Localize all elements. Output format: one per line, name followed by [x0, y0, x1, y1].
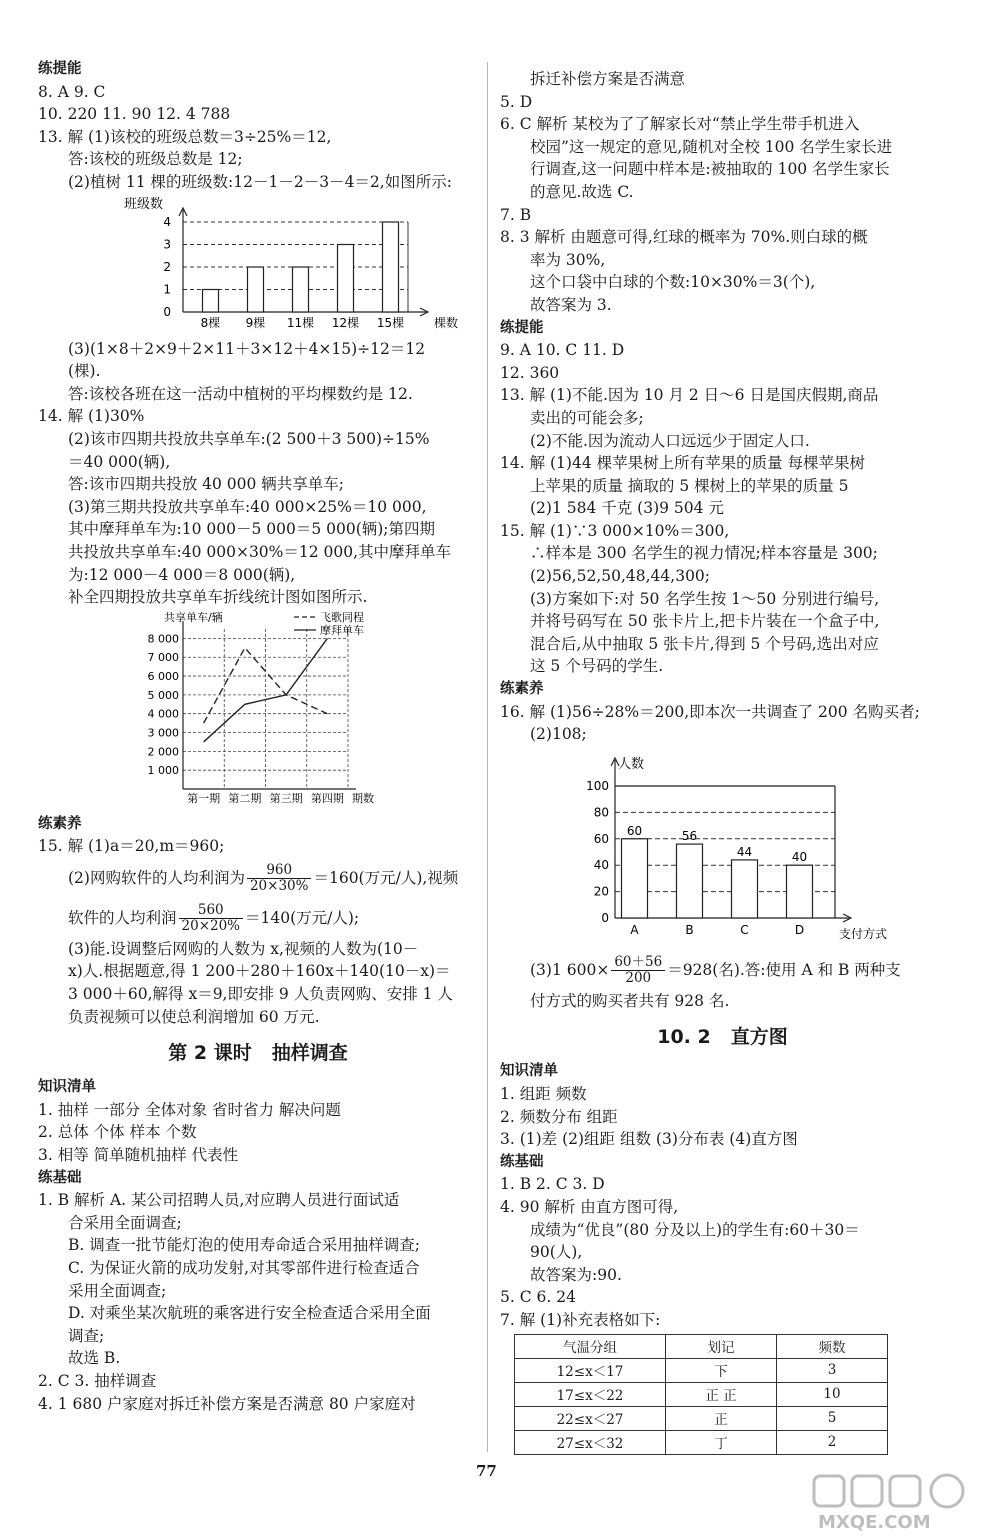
table-header-row [515, 1334, 888, 1358]
answer-line: 3. (1)差 (2)组距 组数 (3)分布表 (4)直方图 [500, 1130, 798, 1149]
answer-line: 12. 360 [500, 363, 560, 382]
answer-line: 4. 1 680 户家庭对拆迁补偿方案是否满意 80 户家庭对 [38, 1394, 416, 1413]
answer-line: ∴样本是 300 名学生的视力情况;样本容量是 300; [530, 544, 878, 563]
lesson-title [38, 1032, 478, 1074]
answer-line: 拆迁补偿方案是否满意 [530, 70, 686, 88]
answer-line: (2)56,52,50,48,44,300; [530, 567, 711, 586]
section-name: 直方图 [730, 1026, 788, 1049]
text: ＝160(万元/人),视频 [313, 868, 459, 887]
x-tick-label: B [685, 922, 694, 937]
answer-line: 8. 3 解析 由题意可得,红球的概率为 70%.则白球的概 [500, 228, 868, 247]
answer-line: 的意见.故选 C. [530, 182, 634, 201]
y-tick-label: 3 [163, 237, 171, 252]
answer-line: 1. 组距 频数 [500, 1085, 587, 1103]
class-count-bar-chart [38, 194, 478, 334]
legend-label: 飞歌同程 [320, 610, 364, 624]
bar [248, 267, 264, 312]
y-tick-label: 40 [593, 858, 609, 873]
y-tick-label: 0 [601, 910, 609, 925]
table-cell: 17≤x＜22 [515, 1382, 666, 1406]
y-tick-label: 100 [586, 778, 609, 793]
answer-line: 90(人), [530, 1243, 583, 1262]
fraction-numerator: 960 [247, 863, 312, 879]
y-tick-label: 1 000 [147, 763, 179, 777]
lesson-name: 抽样调查 [271, 1042, 348, 1065]
answer-line: 卖出的可能会多; [530, 408, 644, 427]
right-column [500, 68, 945, 1455]
table-row [515, 1358, 888, 1382]
fraction-denominator: 20×30% [249, 878, 309, 895]
bar [622, 839, 648, 918]
text: ＝140(万元/人); [245, 908, 360, 927]
answer-line: 答:该市四期共投放 40 000 辆共享单车; [68, 475, 345, 494]
y-tick-label: 7 000 [147, 650, 179, 664]
table-cell: 3 [777, 1358, 888, 1382]
table-cell: 5 [777, 1406, 888, 1430]
table-cell: 下 [666, 1358, 777, 1382]
answer-line: 故答案为 3. [530, 295, 612, 314]
answer-line: 共投放共享单车:40 000×30%＝12 000,其中摩拜单车 [68, 542, 452, 561]
answer-line [38, 858, 478, 898]
y-tick-label: 4 [163, 214, 171, 229]
bike-line-chart [38, 609, 478, 809]
answer-line: 15. 解 (1)∵3 000×10%＝300, [500, 521, 730, 540]
table-header-cell: 划记 [666, 1334, 777, 1358]
text: ＝928(名).答:使用 A 和 B 两种支 [667, 960, 901, 979]
x-tick-label: 9棵 [245, 315, 266, 330]
table-cell: 正 正 [666, 1382, 777, 1406]
watermark-logo [812, 1472, 992, 1534]
section-heading: 练提能 [38, 61, 82, 77]
left-column [38, 58, 478, 1415]
answer-line: 3 000＋60,解得 x＝9,即安排 9 人负责网购、安排 1 人 [68, 985, 453, 1004]
y-tick-label: 6 000 [147, 669, 179, 683]
y-tick-label: 20 [593, 884, 609, 899]
page-number: 77 [476, 1462, 497, 1480]
y-tick-label: 80 [593, 805, 609, 820]
answer-line: 2. 频数分布 组距 [500, 1107, 618, 1126]
table-cell: 10 [777, 1382, 888, 1406]
svg-text:MXQE.COM: MXQE.COM [818, 1512, 931, 1533]
table-cell: 丁 [666, 1430, 777, 1454]
section-heading: 练素养 [500, 681, 544, 698]
fraction-numerator: 60＋56 [611, 955, 665, 971]
x-tick-label: 15棵 [376, 315, 405, 330]
answer-line: (2)108; [530, 725, 587, 744]
answer-line: 4. 90 解析 由直方图可得, [500, 1197, 679, 1216]
table-cell: 27≤x＜32 [515, 1430, 666, 1454]
answer-line: 上苹果的质量 摘取的 5 棵树上的苹果的质量 5 [530, 476, 849, 495]
answer-line: 其中摩拜单车为:10 000－5 000＝5 000(辆);第四期 [68, 520, 436, 539]
answer-line: 成绩为“优良”(80 分及以上)的学生有:60＋30＝ [530, 1220, 860, 1239]
bar [383, 222, 399, 312]
table-header-cell: 气温分组 [515, 1334, 666, 1358]
answer-line: 调查; [68, 1326, 105, 1345]
answer-line: 行调查,这一问题中样本是:被抽取的 100 名学生家长 [530, 160, 890, 179]
answer-line: 7. 解 (1)补充表格如下: [500, 1310, 661, 1329]
answer-line: 7. B [500, 205, 532, 224]
x-axis-label: 期数 [352, 791, 374, 805]
answer-line: (3)方案如下:对 50 名学生按 1～50 分别进行编号, [530, 589, 880, 608]
text: 软件的人均利润 [68, 908, 177, 927]
answer-line: (3)能.设调整后网购的人数为 x,视频的人数为(10－ [68, 939, 419, 958]
data-label: 60 [626, 823, 643, 838]
answer-line: 3. 相等 简单随机抽样 代表性 [38, 1146, 239, 1165]
answer-line: 混合后,从中抽取 5 张卡片,得到 5 个号码,选出对应 [530, 634, 879, 653]
lesson-number: 第 2 课时 [168, 1042, 252, 1065]
section-number: 10. 2 [657, 1026, 711, 1049]
answer-line: 合采用全面调查; [68, 1213, 182, 1232]
bar [787, 865, 813, 918]
answer-line: (2)1 584 千克 (3)9 504 元 [530, 499, 724, 518]
answer-line: ＝40 000(辆), [68, 452, 171, 471]
answer-line: x)人.根据题意,得 1 200＋280＋160x＋140(10－x)＝ [68, 962, 451, 981]
answer-line: (棵). [68, 362, 101, 381]
fraction-denominator: 20×20% [181, 918, 241, 935]
table-cell: 2 [777, 1430, 888, 1454]
section-heading: 练提能 [500, 319, 544, 336]
x-tick-label: 11棵 [286, 315, 315, 330]
x-tick-label: 第三期 [269, 791, 303, 805]
answer-line: 这 5 个号码的学生. [530, 657, 664, 676]
bar [203, 289, 219, 312]
fraction-denominator: 200 [625, 970, 652, 987]
y-tick-label: 4 000 [147, 707, 179, 721]
answer-line: 8. A 9. C [38, 82, 106, 101]
answer-line: 1. B 解析 A. 某公司招聘人员,对应聘人员进行面试适 [38, 1191, 400, 1210]
answer-line [500, 950, 945, 990]
x-axis-label: 棵数 [434, 315, 459, 330]
table-cell: 12≤x＜17 [515, 1358, 666, 1382]
x-tick-label: 第四期 [310, 791, 344, 805]
y-tick-label: 3 000 [147, 726, 179, 740]
answer-line: C. 为保证火箭的成功发射,对其零部件进行检查适合 [68, 1259, 420, 1277]
section-heading: 练素养 [38, 815, 82, 832]
answer-line: 16. 解 (1)56÷28%＝200,即本次一共调查了 200 名购买者; [500, 702, 920, 721]
bar [293, 267, 309, 312]
y-tick-label: 1 [163, 282, 171, 297]
x-tick-label: 第一期 [187, 791, 221, 805]
column-divider [487, 62, 488, 1452]
fraction [179, 903, 244, 934]
answer-line: 故答案为:90. [530, 1265, 622, 1284]
section-heading: 练基础 [38, 1169, 82, 1186]
legend-label: 摩拜单车 [320, 623, 364, 637]
section-heading: 练基础 [500, 1153, 544, 1170]
table-cell: 正 [666, 1406, 777, 1430]
answer-line: 补全四期投放共享单车折线统计图如图所示. [68, 588, 368, 607]
fraction [247, 863, 312, 894]
answer-line: (2)该市四期共投放共享单车:(2 500＋3 500)÷15% [68, 429, 430, 448]
answer-line: 10. 220 11. 90 12. 4 788 [38, 105, 231, 124]
answer-line: 5. D [500, 92, 533, 111]
data-label: 40 [791, 850, 808, 865]
fraction [611, 955, 665, 986]
bar [732, 860, 758, 918]
x-tick-label: A [630, 922, 639, 937]
y-axis-label: 共享单车/辆 [164, 610, 223, 624]
answer-line: 14. 解 (1)30% [38, 407, 145, 426]
answer-line: 校园”这一规定的意见,随机对全校 100 名学生家长进 [530, 137, 893, 156]
answer-line: 13. 解 (1)该校的班级总数＝3÷25%＝12, [38, 127, 332, 146]
table-cell: 22≤x＜27 [515, 1406, 666, 1430]
table-row [515, 1406, 888, 1430]
answer-line: 9. A 10. C 11. D [500, 341, 625, 360]
answer-line: 采用全面调查; [68, 1281, 167, 1300]
bar [338, 244, 354, 312]
y-tick-label: 2 000 [147, 745, 179, 759]
y-tick-label: 8 000 [147, 632, 179, 646]
answer-line: (2)植树 11 棵的班级数:12－1－2－3－4＝2,如图所示: [68, 172, 452, 191]
table-header-cell: 频数 [777, 1334, 888, 1358]
answer-line: (3)(1×8＋2×9＋2×11＋3×12＋4×15)÷12＝12 [68, 339, 426, 358]
y-axis-label: 人数 [618, 756, 645, 772]
section-heading: 知识清单 [38, 1079, 96, 1096]
y-tick-label: 60 [593, 831, 609, 846]
temperature-frequency-table [514, 1334, 888, 1455]
section-heading: 知识清单 [500, 1063, 558, 1080]
answer-line: 2. 总体 个体 样本 个数 [38, 1123, 197, 1142]
table-row [515, 1430, 888, 1454]
answer-line: B. 调查一批节能灯泡的使用寿命适合采用抽样调查; [68, 1236, 420, 1255]
answer-line: 13. 解 (1)不能.因为 10 月 2 日～6 日是国庆假期,商品 [500, 386, 879, 405]
data-label: 56 [681, 828, 698, 843]
x-tick-label: 8棵 [200, 315, 221, 330]
section-title [500, 1016, 945, 1058]
answer-line: (3)第三期共投放共享单车:40 000×25%＝10 000, [68, 497, 427, 516]
x-tick-label: C [740, 922, 749, 937]
answer-line: 率为 30%, [530, 250, 606, 269]
answer-line: 6. C 解析 某校为了了解家长对“禁止学生带手机进入 [500, 115, 860, 134]
answer-line: (2)不能.因为流动人口远远少于固定人口. [530, 431, 810, 450]
y-axis-label: 班级数 [124, 196, 164, 212]
text: (2)网购软件的人均利润为 [68, 868, 245, 887]
fraction-numerator: 560 [179, 903, 244, 919]
text: (3)1 600× [530, 960, 610, 979]
y-tick-label: 0 [163, 304, 171, 319]
table-row [515, 1382, 888, 1406]
answer-line: 为:12 000－4 000＝8 000(辆), [68, 565, 296, 584]
answer-line: 1. 抽样 一部分 全体对象 省时省力 解决问题 [38, 1100, 341, 1119]
answer-line: 故选 B. [68, 1349, 121, 1368]
x-tick-label: 第二期 [228, 791, 262, 805]
answer-line: D. 对乘坐某次航班的乘客进行安全检查适合采用全面 [68, 1304, 431, 1323]
payment-bar-chart [500, 746, 940, 946]
x-tick-label: D [794, 922, 805, 937]
answer-line: 15. 解 (1)a＝20,m＝960; [38, 837, 225, 856]
answer-line: 答:该校各班在这一活动中植树的平均棵数约是 12. [68, 384, 413, 403]
y-tick-label: 2 [163, 259, 171, 274]
answer-line: 这个口袋中白球的个数:10×30%＝3(个), [530, 273, 816, 292]
y-tick-label: 5 000 [147, 688, 179, 702]
x-tick-label: 12棵 [331, 315, 360, 330]
answer-line: 付方式的购买者共有 928 名. [530, 991, 730, 1010]
answer-line: 1. B 2. C 3. D [500, 1175, 605, 1194]
answer-line: 并将号码写在 50 张卡片上,把卡片装在一个盒子中, [530, 612, 880, 631]
x-axis-label: 支付方式 [839, 926, 888, 941]
answer-line: 答:该校的班级总数是 12; [68, 150, 243, 169]
answer-line: 14. 解 (1)44 棵苹果树上所有苹果的质量 每棵苹果树 [500, 454, 866, 473]
answer-line [38, 898, 478, 938]
data-label: 44 [736, 844, 753, 859]
answer-line: 5. C 6. 24 [500, 1288, 576, 1307]
answer-line: 2. C 3. 抽样调查 [38, 1371, 157, 1390]
answer-line: 负责视频可以使总利润增加 60 万元. [68, 1007, 320, 1026]
bar [677, 844, 703, 918]
